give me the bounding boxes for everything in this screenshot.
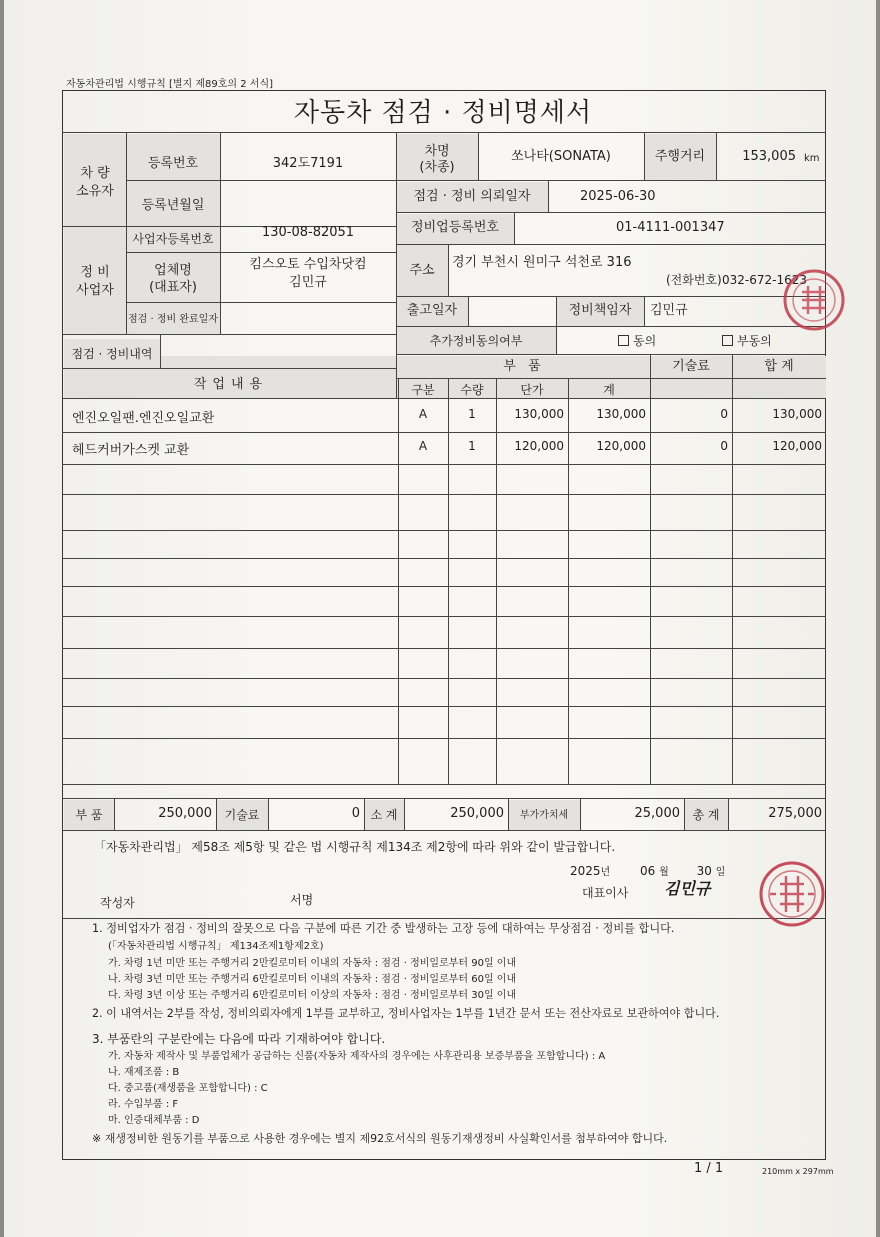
row-parts-sum: 120,000 [596,439,646,453]
reg-no-value: 342도7191 [272,156,344,171]
company-value: 킴스오토 수입차닷컴 [249,257,367,272]
parts-header: 부 품 [503,359,545,374]
manager-label: 정비책임자 [568,303,632,318]
address-label: 주소 [409,263,435,278]
reg-date-label: 등록년월일 [141,198,205,213]
col-qty-header: 수량 [460,383,484,397]
release-date-label: 출고일자 [406,303,458,318]
issue-statement: 「자동차관리법」 제58조 제5항 및 같은 법 시행규칙 제134조 제2항에 따라 위와 같이 발급합니다. [94,840,616,854]
totals-parts-label: 부 품 [75,808,103,822]
company-seal-stamp [780,266,848,334]
vat-label: 부가가치세 [519,810,569,821]
mileage-label: 주행거리 [654,149,706,164]
totals-parts-value: 250,000 [158,806,212,821]
page-title: 자동차 점검 · 정비명세서 [293,98,593,128]
col-type-header: 구분 [411,383,435,397]
shop-section-label: 정 비 사업자 [76,265,114,298]
phone-value: 032-672-1623 [722,273,808,287]
page-number: 1 / 1 [694,1161,724,1176]
row-labor: 0 [720,439,728,453]
row-unit-price: 130,000 [514,407,564,421]
row-parts-sum: 130,000 [596,407,646,421]
company-label: 업체명 (대표자) [149,263,197,295]
work-header: 작업내용 [193,377,269,392]
request-date-label: 점검 · 정비 의뢰일자 [413,189,531,204]
row-work: 엔진오일팬.엔진오일교환 [72,411,215,426]
row-total: 120,000 [772,439,822,453]
vat-value: 25,000 [634,806,680,821]
manager-value: 김민규 [650,303,688,318]
row-qty: 1 [468,407,476,421]
request-date-value: 2025-06-30 [580,189,656,204]
paper-size: 210mm x 297mm [762,1167,834,1176]
mileage-unit: km [804,153,820,164]
document-page: 자동차관리법 시행규칙 [별지 제89호의 2 서식] 자동차 점검 · 정비명세서 차 량 소유자 등록번호 342도7191 차명 (차종) 쏘나타(SONATA) 주행거리 153,005 km 등록년월일 점검 · 정비 의뢰일자 2025-06-30 정 비 사업자 사업자등록번호 130-08-82051 업체명 (대표자) 킴스오토 수입차닷컴 김민규 점검 · 정비 완료일자 정비업등록번호 01-4111-001347 주소 경기 부천시 원미구 석천로 316 (전화번호) 032-672-1623 출고일자 정비책임자 김민규 점검 · 정비내역 추가정비동의여부 동의 부동의 작업내용 부 품 기술료 합 계 구분 수량 단가 계 엔진오일팬.엔진오일교환 A 1 130,000 130,000 0 130,000 헤드커버가스켓 교환 A 1 120,000 120,000 0 120,000 부 품 250,000 기술료 0 소 계 250,000 부가가치세 25,000 총 계 275,000 「자동차관리법」 제58조 제5항 및 같은 법 시행규칙 제134조 제2항에 따라 위와 같이 발급합니다. 2025년 06 월 30 일 작성자 서명 대표이사 김민규 1. 정비업자가 점검 · 정비의 잘못으로 다음 구분에 따른 기간 중 발생하는 고장 등에 대하여는 무상점검 · 정비를 합니다. (「자동차관리법 시행규칙」 제134조제1항제2호) 가. 차령 1년 미만 또는 주행거리 2만킬로미터 이내의 자동차 : 점검 · 정비일로부터 90일 이내 나. 차령 3년 미만 또는 주행거리 6만킬로미터 이내의 자동차 : 점검 · 정비일로부터 60일 이내 다. 차령 3년 이상 또는 주행거리 6만킬로미터 이상의 자동차 : 점검 · 정비일로부터 30일 이내 2. 이 내역서는 2부를 작성, 정비의뢰자에게 1부를 교부하고, 정비사업자는 1부를 1년간 문서 또는 전산자료로 보관하여야 합니다. 3. 부품란의 구분란에는 다음에 따라 기재하여야 합니다. 가. 자동차 제작사 및 부품업체가 공급하는 신품(자동차 제작사의 경우에는 사후관리용 보증부품을 포함합니다) : A 나. 재제조품 : B 다. 중고품(재생품을 포함합니다) : C 라. 수입부품 : F 마. 인증대체부품 : D ※ 재생정비한 원동기를 부품으로 사용한 경우에는 별지 제92호서식의 원동기재생정비 사실확인서를 첨부하여야 합니다. 1 / 1 210mm x 297mm [4,0,876,1237]
col-sum-header: 계 [603,383,615,397]
phone-label: (전화번호) [666,273,722,287]
issue-date: 2025년 06 월 30 일 [570,864,726,878]
row-type: A [418,439,428,453]
repair-reg-value: 01-4111-001347 [616,220,725,235]
regulation-ref: 자동차관리법 시행규칙 [별지 제89호의 2 서식] [66,79,274,90]
rep-value: 김민규 [289,275,327,290]
rep-signature: 김민규 [664,879,711,898]
sign-label: 서명 [290,893,314,907]
writer-label: 작성자 [100,896,135,910]
biz-no-value: 130-08-82051 [261,225,355,240]
repair-reg-label: 정비업등록번호 [411,220,499,235]
subtotal-value: 250,000 [450,806,504,821]
row-labor: 0 [720,407,728,421]
reg-no-label: 등록번호 [147,156,199,171]
address-value: 경기 부천시 원미구 석천로 316 [452,255,632,270]
model-value: 쏘나타(SONATA) [511,149,611,164]
subtotal-label: 소 계 [370,808,398,822]
biz-no-label: 사업자등록번호 [132,232,214,246]
model-label: 차명 (차종) [419,144,455,175]
rep-label: 대표이사 [582,886,629,900]
mileage-value: 153,005 [742,149,796,164]
consent-disagree[interactable]: 부동의 [722,334,772,348]
issue-day: 30 [696,864,712,878]
totals-labor-value: 0 [351,806,360,821]
row-work: 헤드커버가스켓 교환 [72,443,190,458]
row-total: 130,000 [772,407,822,421]
col-unit-header: 단가 [520,383,544,397]
grand-total-label: 총 계 [692,808,720,822]
totals-labor-label: 기술료 [224,808,260,822]
vehicle-section-label: 차 량 소유자 [76,166,114,199]
disagree-checkbox[interactable] [722,335,733,346]
done-date-label: 점검 · 정비 완료일자 [128,314,218,325]
row-unit-price: 120,000 [514,439,564,453]
details-label: 점검 · 정비내역 [71,347,153,361]
total-header: 합 계 [764,359,794,374]
consent-agree[interactable]: 동의 [618,334,656,348]
grand-total-value: 275,000 [768,806,822,821]
agree-checkbox[interactable] [618,335,629,346]
labor-header: 기술료 [672,359,710,374]
row-qty: 1 [468,439,476,453]
issue-year: 2025 [570,864,601,878]
representative-seal-stamp [756,858,828,930]
consent-label: 추가정비동의여부 [429,334,523,348]
row-type: A [418,407,428,421]
issue-month: 06 [640,864,656,878]
